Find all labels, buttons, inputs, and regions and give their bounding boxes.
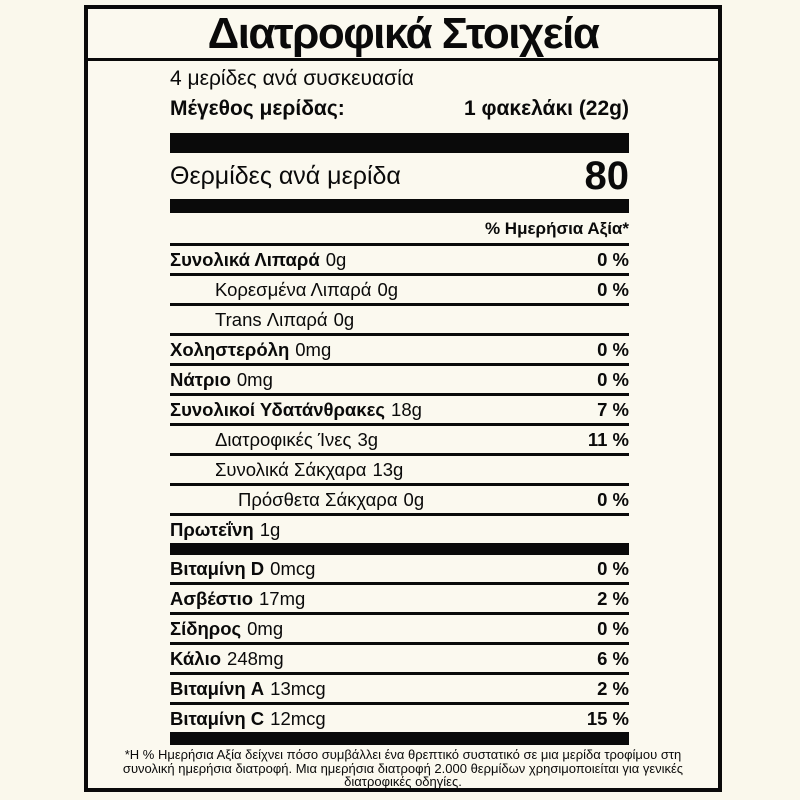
nutrient-name: Trans Λιπαρά	[215, 308, 328, 330]
nutrient-daily-value: 11 %	[587, 428, 629, 450]
vitamin-daily-value: 0 %	[597, 557, 629, 579]
nutrient-row-cholesterol	[170, 336, 629, 366]
vitamin-amount: 0mcg	[270, 557, 316, 579]
nutrient-row-dietary-fiber	[170, 426, 629, 456]
nutrient-amount: 0mg	[236, 368, 273, 390]
servings-per-container: 4 μερίδες ανά συσκευασία	[170, 67, 414, 91]
nutrient-daily-value: 0 %	[597, 248, 629, 270]
vitamin-amount: 12mcg	[270, 707, 326, 729]
vitamin-amount: 13mcg	[270, 677, 326, 699]
vitamin-name: Κάλιο	[170, 647, 222, 669]
nutrient-name: Νάτριο	[170, 368, 231, 390]
separator-bar-thick	[170, 133, 629, 153]
calories-row	[170, 153, 629, 199]
nutrient-name: Χοληστερόλη	[170, 338, 290, 360]
nutrient-row-added-sugars	[170, 486, 629, 516]
vitamin-daily-value: 0 %	[597, 617, 629, 639]
vitamin-row-vitamin-a	[170, 675, 629, 705]
daily-value-footnote: *Η % Ημερήσια Αξία δείχνει πόσο συμβάλλει ένα θρεπτικό συστατικό σε μια μερίδα τροφίμου στη συνολική ημερήσια διατροφή. Μια ημερήσια διατροφή 2.000 θερμίδων χρησιμοποιείται για γενικές διατροφικές οδηγίες.	[122, 747, 684, 789]
label-title-band	[88, 9, 718, 61]
label-title: Διατροφικά Στοιχεία	[207, 8, 599, 58]
label-content	[88, 61, 718, 745]
daily-value-header: % Ημερήσια Αξία*	[170, 213, 629, 246]
vitamin-amount: 0mg	[247, 617, 284, 639]
vitamin-daily-value: 2 %	[597, 587, 629, 609]
vitamin-row-vitamin-c	[170, 705, 629, 732]
nutrient-name: Πρωτεΐνη	[170, 518, 254, 540]
nutrient-name: Κορεσμένα Λιπαρά	[215, 278, 372, 300]
vitamin-amount: 17mg	[259, 587, 306, 609]
nutrient-name: Διατροφικές Ίνες	[215, 428, 352, 450]
nutrient-daily-value: 0 %	[597, 488, 629, 510]
vitamin-row-calcium	[170, 585, 629, 615]
nutrient-row-total-sugars	[170, 456, 629, 486]
vitamin-name: Βιταμίνη D	[170, 557, 265, 579]
nutrient-amount: 0g	[403, 488, 425, 510]
nutrient-name: Συνολικά Σάκχαρα	[215, 458, 367, 480]
nutrient-row-total-carbohydrate	[170, 396, 629, 426]
nutrient-row-trans-fat	[170, 306, 629, 336]
vitamin-row-potassium	[170, 645, 629, 675]
nutrient-amount: 0g	[377, 278, 399, 300]
separator-bar-footer	[170, 732, 629, 745]
nutrient-row-protein	[170, 516, 629, 543]
nutrient-amount: 13g	[372, 458, 404, 480]
vitamin-name: Ασβέστιο	[170, 587, 254, 609]
nutrient-row-total-fat	[170, 246, 629, 276]
nutrient-name: Συνολικοί Υδατάνθρακες	[170, 398, 386, 420]
nutrient-amount: 0mg	[295, 338, 332, 360]
nutrient-amount: 1g	[259, 518, 281, 540]
vitamin-daily-value: 6 %	[597, 647, 629, 669]
nutrient-amount: 0g	[333, 308, 355, 330]
calories-value: 80	[584, 154, 629, 199]
separator-bar-vitamins	[170, 543, 629, 555]
vitamin-name: Βιταμίνη A	[170, 677, 265, 699]
vitamin-name: Σίδηρος	[170, 617, 242, 639]
vitamin-row-iron	[170, 615, 629, 645]
nutrient-amount: 0g	[325, 248, 347, 270]
nutrient-name: Πρόσθετα Σάκχαρα	[238, 488, 398, 510]
nutrient-row-sodium	[170, 366, 629, 396]
vitamin-row-vitamin-d	[170, 555, 629, 585]
vitamin-daily-value: 15 %	[586, 707, 629, 729]
nutrient-row-saturated-fat	[170, 276, 629, 306]
serving-size-value: 1 φακελάκι (22g)	[463, 97, 629, 121]
nutrient-amount: 18g	[391, 398, 422, 420]
nutrient-daily-value: 0 %	[597, 338, 629, 360]
vitamin-daily-value: 2 %	[597, 677, 629, 699]
vitamin-amount: 248mg	[227, 647, 284, 669]
serving-size-row	[170, 93, 629, 125]
nutrient-amount: 3g	[357, 428, 379, 450]
serving-size-label: Μέγεθος μερίδας:	[170, 97, 345, 121]
nutrient-daily-value: 0 %	[597, 278, 629, 300]
nutrient-daily-value: 0 %	[597, 368, 629, 390]
vitamin-name: Βιταμίνη C	[170, 707, 265, 729]
nutrition-label	[84, 5, 722, 792]
nutrient-daily-value: 7 %	[597, 398, 629, 420]
calories-label: Θερμίδες ανά μερίδα	[170, 161, 401, 190]
nutrient-name: Συνολικά Λιπαρά	[170, 248, 320, 270]
separator-bar-medium	[170, 199, 629, 213]
